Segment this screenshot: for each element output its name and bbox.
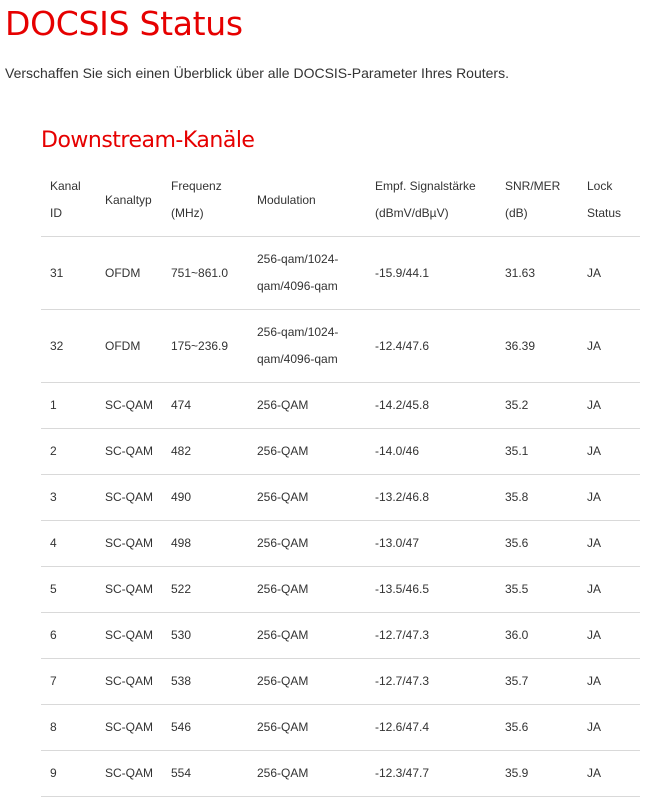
cell-lock-status: JA	[578, 705, 640, 751]
cell-snr-mer: 35.9	[496, 751, 578, 797]
cell-modulation: 256-qam/1024- qam/4096-qam	[248, 310, 366, 383]
header-modulation: Modulation	[248, 164, 366, 237]
cell-signal-strength: -13.5/46.5	[366, 567, 496, 613]
cell-lock-status: JA	[578, 751, 640, 797]
table-row	[41, 475, 640, 521]
cell-modulation: 256-QAM	[248, 751, 366, 797]
cell-frequency: 546	[162, 705, 248, 751]
cell-channel-id: 32	[41, 310, 96, 383]
cell-channel-type: SC-QAM	[96, 521, 162, 567]
cell-signal-strength: -12.7/47.3	[366, 659, 496, 705]
cell-channel-id: 2	[41, 429, 96, 475]
table-row	[41, 659, 640, 705]
cell-signal-strength: -15.9/44.1	[366, 237, 496, 310]
cell-frequency: 175~236.9	[162, 310, 248, 383]
table-row	[41, 521, 640, 567]
cell-channel-type: SC-QAM	[96, 705, 162, 751]
cell-frequency: 482	[162, 429, 248, 475]
cell-channel-type: SC-QAM	[96, 613, 162, 659]
cell-channel-id: 1	[41, 383, 96, 429]
cell-channel-id: 7	[41, 659, 96, 705]
cell-channel-type: OFDM	[96, 310, 162, 383]
cell-signal-strength: -12.3/47.7	[366, 751, 496, 797]
cell-snr-mer: 35.2	[496, 383, 578, 429]
cell-signal-strength: -13.2/46.8	[366, 475, 496, 521]
table-row	[41, 310, 640, 383]
cell-channel-id: 31	[41, 237, 96, 310]
cell-frequency: 522	[162, 567, 248, 613]
table-row	[41, 383, 640, 429]
cell-lock-status: JA	[578, 310, 640, 383]
cell-channel-type: OFDM	[96, 237, 162, 310]
cell-channel-type: SC-QAM	[96, 659, 162, 705]
cell-snr-mer: 35.6	[496, 521, 578, 567]
cell-channel-id: 9	[41, 751, 96, 797]
header-channel-type: Kanaltyp	[96, 164, 162, 237]
cell-modulation: 256-QAM	[248, 429, 366, 475]
header-snr-mer: SNR/MER (dB)	[496, 164, 578, 237]
table-row	[41, 237, 640, 310]
page-title: DOCSIS Status	[5, 4, 243, 43]
cell-frequency: 498	[162, 521, 248, 567]
table-row	[41, 429, 640, 475]
cell-channel-id: 4	[41, 521, 96, 567]
cell-channel-type: SC-QAM	[96, 429, 162, 475]
header-channel-id: Kanal ID	[41, 164, 96, 237]
downstream-channels-table	[41, 164, 640, 797]
cell-snr-mer: 36.39	[496, 310, 578, 383]
cell-frequency: 538	[162, 659, 248, 705]
cell-lock-status: JA	[578, 429, 640, 475]
cell-modulation: 256-QAM	[248, 475, 366, 521]
table-row	[41, 613, 640, 659]
cell-snr-mer: 35.8	[496, 475, 578, 521]
header-lock-status: Lock Status	[578, 164, 640, 237]
cell-signal-strength: -12.7/47.3	[366, 613, 496, 659]
cell-channel-id: 3	[41, 475, 96, 521]
cell-modulation: 256-QAM	[248, 705, 366, 751]
cell-snr-mer: 35.1	[496, 429, 578, 475]
cell-snr-mer: 35.7	[496, 659, 578, 705]
cell-lock-status: JA	[578, 521, 640, 567]
cell-snr-mer: 36.0	[496, 613, 578, 659]
cell-channel-id: 8	[41, 705, 96, 751]
cell-modulation: 256-QAM	[248, 521, 366, 567]
table-row	[41, 751, 640, 797]
table-row	[41, 567, 640, 613]
cell-channel-id: 5	[41, 567, 96, 613]
cell-signal-strength: -13.0/47	[366, 521, 496, 567]
cell-signal-strength: -14.2/45.8	[366, 383, 496, 429]
cell-channel-type: SC-QAM	[96, 567, 162, 613]
cell-snr-mer: 35.6	[496, 705, 578, 751]
cell-frequency: 554	[162, 751, 248, 797]
cell-channel-type: SC-QAM	[96, 383, 162, 429]
header-signal-strength: Empf. Signalstärke (dBmV/dBµV)	[366, 164, 496, 237]
header-frequency: Frequenz (MHz)	[162, 164, 248, 237]
cell-lock-status: JA	[578, 613, 640, 659]
cell-lock-status: JA	[578, 383, 640, 429]
cell-lock-status: JA	[578, 659, 640, 705]
cell-modulation: 256-QAM	[248, 659, 366, 705]
page-intro: Verschaffen Sie sich einen Überblick über alle DOCSIS-Parameter Ihres Routers.	[5, 65, 509, 81]
cell-channel-type: SC-QAM	[96, 751, 162, 797]
cell-lock-status: JA	[578, 237, 640, 310]
cell-modulation: 256-QAM	[248, 567, 366, 613]
cell-snr-mer: 31.63	[496, 237, 578, 310]
cell-frequency: 490	[162, 475, 248, 521]
cell-frequency: 530	[162, 613, 248, 659]
cell-modulation: 256-qam/1024- qam/4096-qam	[248, 237, 366, 310]
cell-signal-strength: -12.4/47.6	[366, 310, 496, 383]
cell-signal-strength: -12.6/47.4	[366, 705, 496, 751]
cell-channel-type: SC-QAM	[96, 475, 162, 521]
downstream-section-title: Downstream-Kanäle	[41, 128, 255, 153]
table-row	[41, 705, 640, 751]
cell-lock-status: JA	[578, 567, 640, 613]
cell-frequency: 474	[162, 383, 248, 429]
cell-snr-mer: 35.5	[496, 567, 578, 613]
cell-frequency: 751~861.0	[162, 237, 248, 310]
cell-channel-id: 6	[41, 613, 96, 659]
table-header-row	[41, 164, 640, 237]
cell-signal-strength: -14.0/46	[366, 429, 496, 475]
downstream-table-body	[41, 237, 640, 797]
cell-lock-status: JA	[578, 475, 640, 521]
cell-modulation: 256-QAM	[248, 383, 366, 429]
cell-modulation: 256-QAM	[248, 613, 366, 659]
